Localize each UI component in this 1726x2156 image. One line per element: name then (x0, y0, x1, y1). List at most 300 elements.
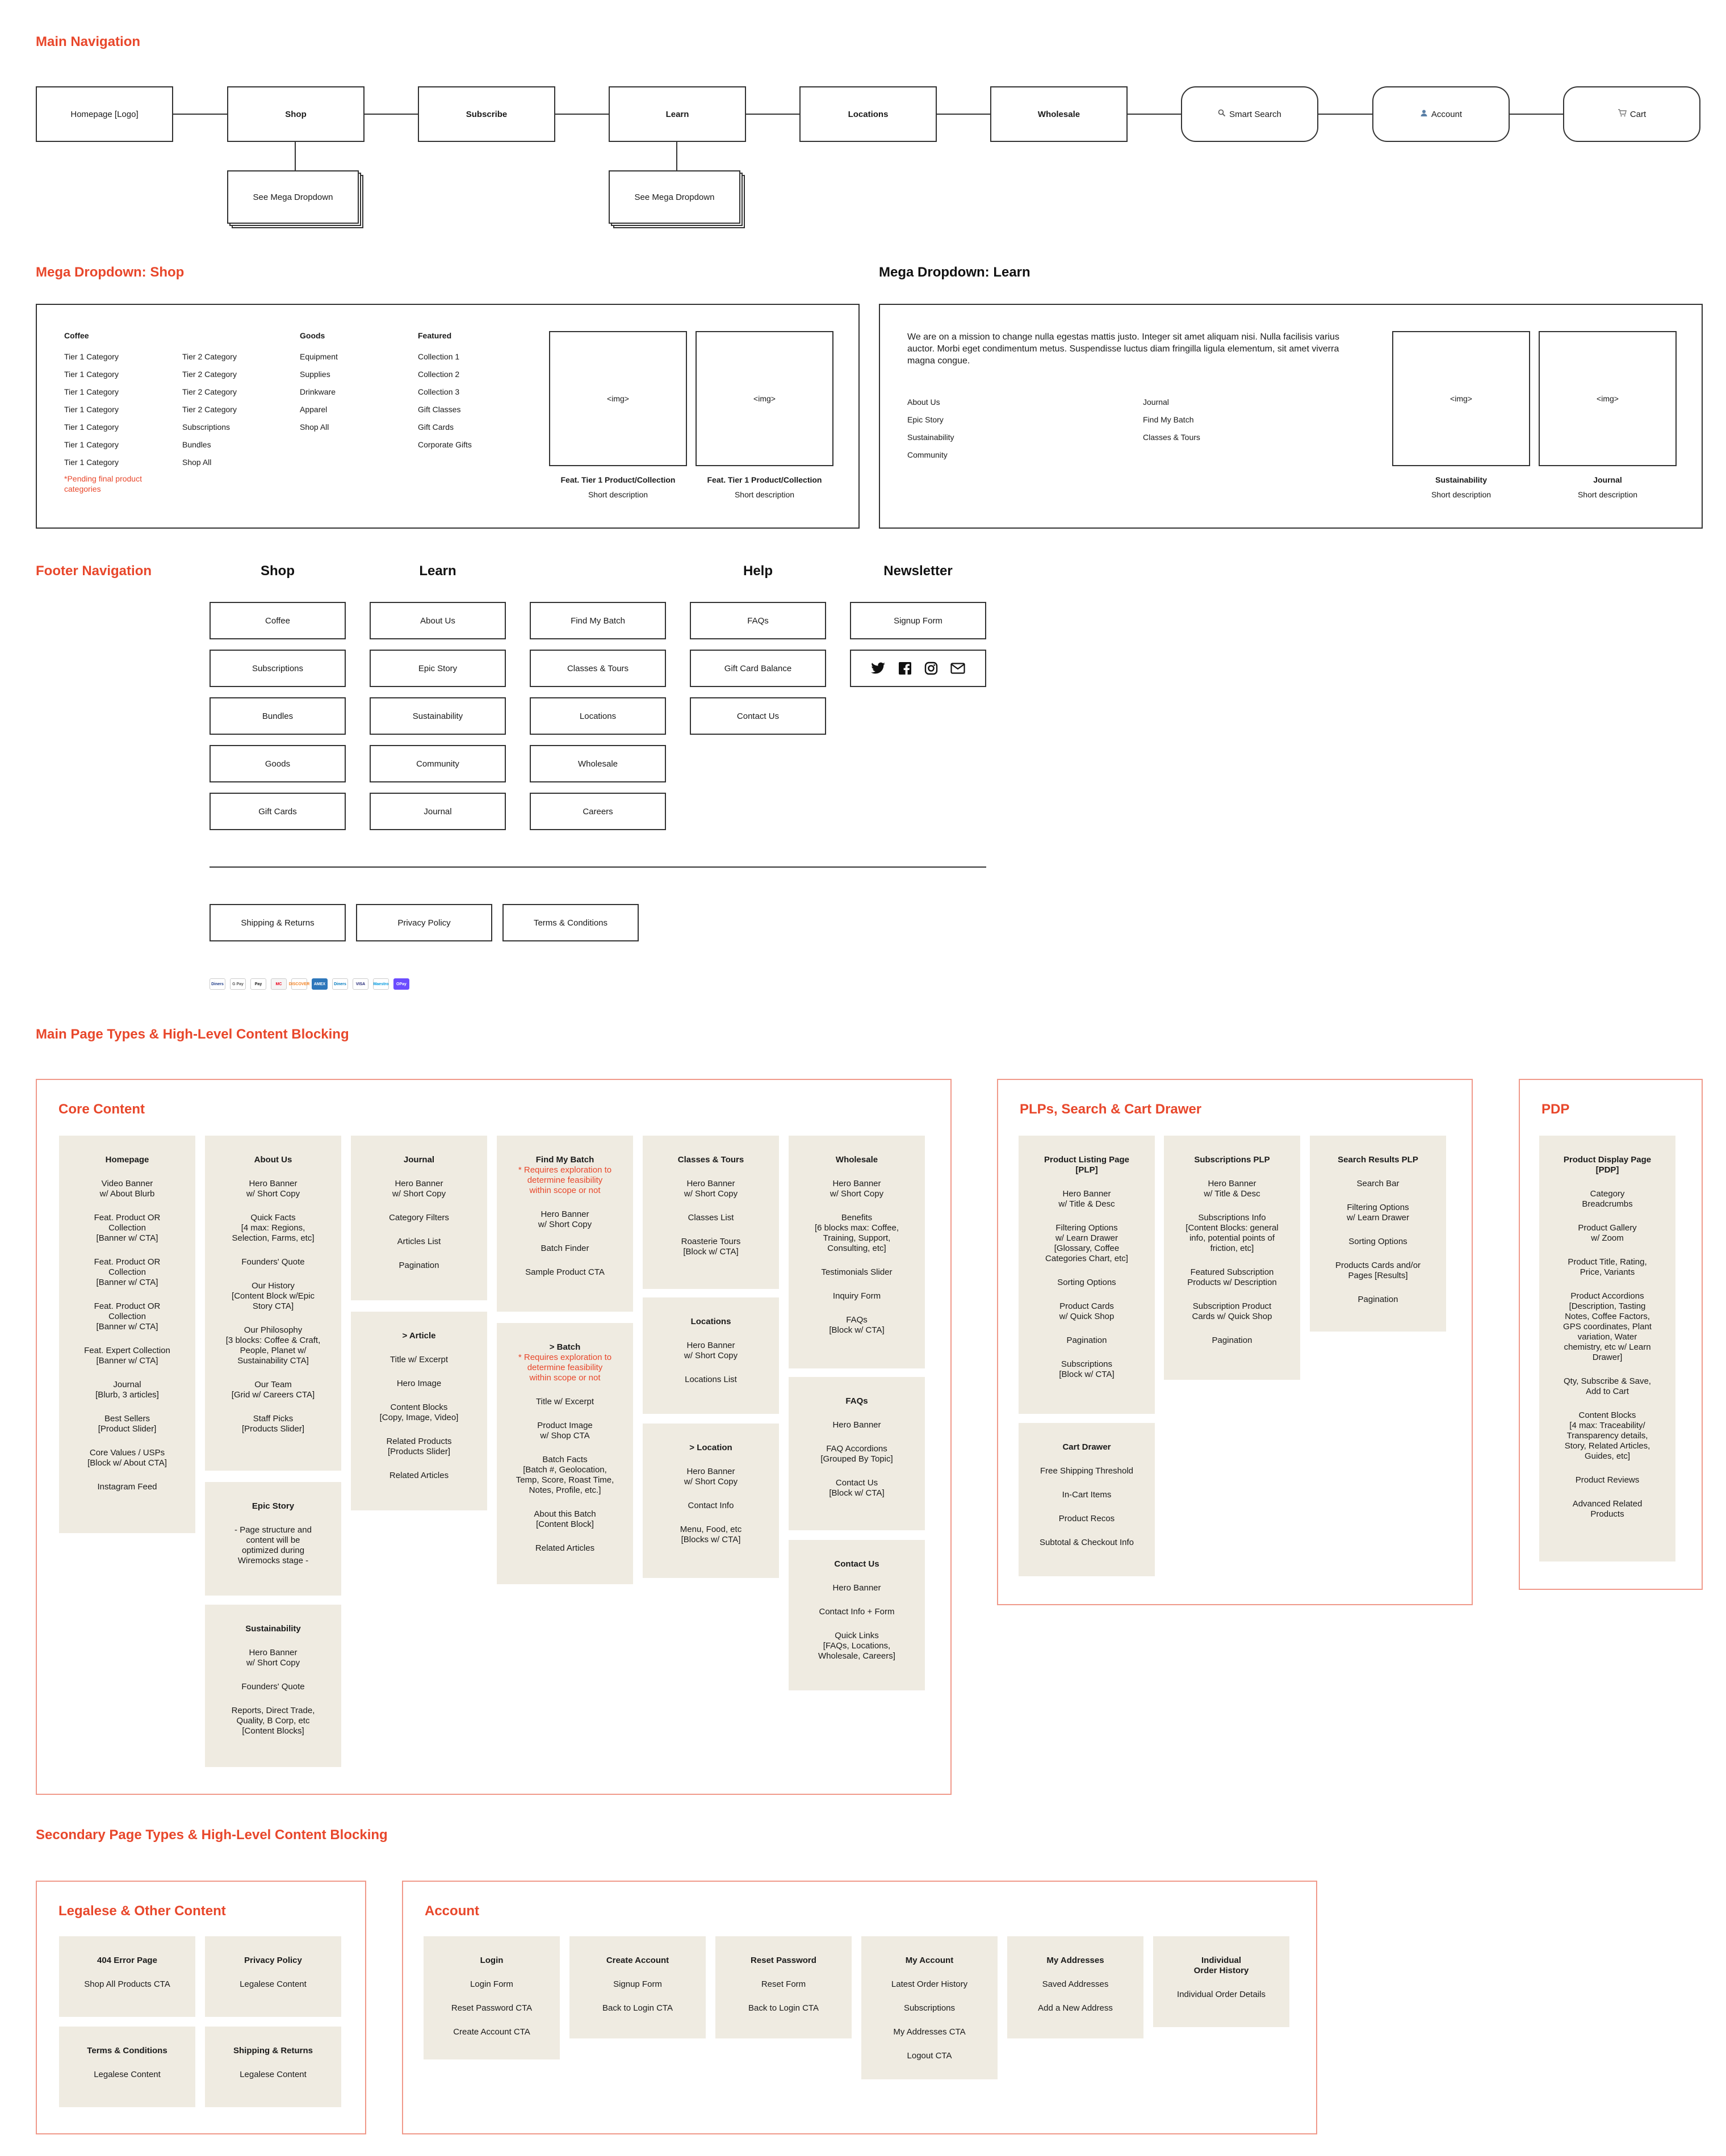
page-card-sustain[interactable] (205, 1605, 341, 1767)
nav-item-cart[interactable] (1563, 86, 1700, 142)
pending-note: *Pending final product categories (64, 474, 142, 493)
menu-link[interactable]: Apparel (300, 405, 328, 414)
menu-link[interactable]: Community (907, 450, 948, 459)
payment-method-icon: VISA (353, 978, 368, 990)
nav-item-learn[interactable] (609, 86, 746, 142)
payment-method-icon: G Pay (230, 978, 246, 990)
content-block: Category Breadcrumbs (1582, 1189, 1633, 1209)
content-block: Pagination (399, 1261, 439, 1270)
menu-link[interactable]: Corporate Gifts (418, 440, 472, 449)
content-block: Classes List (688, 1213, 734, 1223)
email-icon[interactable] (950, 662, 965, 675)
page-card-wholesale[interactable] (789, 1136, 925, 1368)
menu-link[interactable]: About Us (907, 397, 940, 407)
nav-item-label: Smart Search (1229, 109, 1281, 119)
main-nav-heading: Main Navigation (36, 34, 141, 49)
content-block: Staff Picks [Products Slider] (241, 1414, 305, 1434)
content-block: Signup Form (613, 1979, 662, 1989)
content-block: Create Account CTA (453, 2027, 530, 2037)
page-card-contact[interactable] (789, 1540, 925, 1690)
feat-desc: Short description (1431, 490, 1492, 499)
content-block: Subscription Product Cards w/ Quick Shop (1192, 1301, 1272, 1321)
menu-link[interactable]: Supplies (300, 370, 330, 379)
see-mega-dropdown-label: See Mega Dropdown (609, 170, 740, 224)
content-block: Search Bar (1356, 1179, 1400, 1188)
tier2-column (182, 330, 237, 471)
feat-caption (1539, 472, 1677, 502)
page-card-search[interactable] (1310, 1136, 1446, 1332)
content-block: Legalese Content (94, 2070, 161, 2079)
search-icon (1218, 109, 1226, 119)
menu-link[interactable]: Collection 2 (418, 370, 460, 379)
content-block: Reports, Direct Trade, Quality, B Corp, etc [Content Blocks] (231, 1706, 315, 1736)
facebook-icon[interactable] (898, 662, 912, 675)
feat-title: Feat. Tier 1 Product/Collection (707, 475, 822, 484)
page-card-title: Homepage (105, 1155, 149, 1165)
social-links-box (850, 650, 986, 687)
menu-link[interactable]: Tier 2 Category (182, 352, 237, 361)
page-card-title: Shipping & Returns (233, 2046, 313, 2055)
content-block: Hero Banner (832, 1583, 881, 1593)
content-block: Product Cards w/ Quick Shop (1059, 1301, 1115, 1321)
menu-link[interactable]: Tier 1 Category (64, 458, 119, 467)
content-block: Latest Order History (891, 1979, 968, 1989)
feasibility-note: * Requires exploration to determine feasibility within scope or not (518, 1165, 612, 1195)
menu-link[interactable]: Epic Story (907, 415, 944, 424)
feat-image-placeholder[interactable]: <img> (1392, 331, 1530, 466)
content-block: Best Sellers [Product Slider] (98, 1414, 157, 1434)
page-card-location[interactable] (643, 1424, 779, 1578)
content-block: Hero Banner w/ Short Copy (684, 1179, 738, 1199)
content-block: Free Shipping Threshold (1040, 1466, 1133, 1476)
content-block: Hero Banner w/ Short Copy (684, 1467, 738, 1487)
goods-column (300, 330, 338, 436)
page-card-title: Epic Story (252, 1501, 295, 1511)
page-card-title: Individual Order History (1193, 1956, 1249, 1975)
content-block: Video Banner w/ About Blurb (99, 1179, 155, 1199)
page-card-title: Subscriptions PLP (1194, 1155, 1270, 1165)
page-card-shipping[interactable] (205, 2027, 341, 2107)
content-block: Hero Banner w/ Short Copy (246, 1648, 300, 1668)
content-block: My Addresses CTA (893, 2027, 966, 2037)
shop-mega-dropdown-stack[interactable] (227, 170, 363, 227)
content-block: Contact Us [Block w/ CTA] (829, 1478, 885, 1498)
content-block: Feat. Expert Collection [Banner w/ CTA] (84, 1346, 170, 1366)
menu-link[interactable]: Gift Cards (418, 422, 454, 432)
nav-item-homepage-logo[interactable] (36, 86, 173, 142)
content-block: Product Image w/ Shop CTA (537, 1421, 593, 1441)
content-block: Feat. Product OR Collection [Banner w/ CTA] (94, 1257, 161, 1287)
content-block: Roasterie Tours [Block w/ CTA] (681, 1237, 741, 1257)
page-card-title: My Addresses (1046, 1956, 1104, 1965)
feat-title: Journal (1593, 475, 1622, 484)
nav-item-label: Cart (1629, 109, 1647, 119)
content-block: Instagram Feed (97, 1482, 157, 1492)
footer-legal-link[interactable]: Privacy Policy (356, 904, 492, 941)
content-block: Hero Banner w/ Short Copy (830, 1179, 884, 1199)
page-card-homepage[interactable] (59, 1136, 195, 1533)
content-block: Reset Form (761, 1979, 806, 1989)
page-card-article[interactable] (351, 1312, 487, 1510)
page-card-title: Product Display Page [PDP] (1563, 1155, 1652, 1175)
menu-link[interactable]: Tier 1 Category (64, 352, 119, 361)
shop-dropdown-connector (295, 142, 296, 170)
page-card-order[interactable] (1153, 1936, 1289, 2027)
menu-link[interactable]: Tier 1 Category (64, 370, 119, 379)
content-block: Legalese Content (240, 2070, 307, 2079)
content-block: Category Filters (389, 1213, 449, 1223)
footer-nav-heading: Footer Navigation (36, 563, 152, 579)
page-card-create[interactable] (569, 1936, 706, 2038)
learn-links-col2 (1143, 393, 1200, 446)
footer-link[interactable]: Sustainability (370, 697, 506, 735)
content-block: Related Products [Products Slider] (386, 1437, 452, 1456)
page-card-terms[interactable] (59, 2027, 195, 2107)
content-block: Articles List (397, 1237, 441, 1246)
menu-link[interactable]: Drinkware (300, 387, 336, 396)
content-block: Related Articles (535, 1543, 595, 1553)
content-block: Product Title, Rating, Price, Variants (1568, 1257, 1647, 1277)
content-block: Add a New Address (1038, 2003, 1113, 2013)
page-card-title: My Account (905, 1956, 954, 1965)
coffee-column (64, 330, 166, 494)
content-block: Hero Banner w/ Short Copy (392, 1179, 446, 1199)
content-block: Pagination (1212, 1336, 1252, 1345)
page-card-title: Find My Batch (535, 1155, 594, 1165)
menu-link[interactable]: Tier 1 Category (64, 387, 119, 396)
content-block: Quick Facts [4 max: Regions, Selection, Farms, etc] (232, 1213, 315, 1243)
nav-item-label: Wholesale (1037, 109, 1080, 119)
page-card-privacy[interactable] (205, 1936, 341, 2017)
content-block: Shop All Products CTA (84, 1979, 170, 1989)
learn-links-col1 (907, 393, 954, 464)
payment-method-icon: DISCOVER (291, 978, 307, 990)
page-card-title: Sustainability (245, 1624, 301, 1634)
page-card-title: Journal (403, 1155, 435, 1165)
footer-col-title: Help (743, 563, 773, 579)
goods-title: Goods (300, 331, 325, 340)
page-card-title: 404 Error Page (97, 1956, 157, 1965)
content-block: Hero Banner w/ Title & Desc (1058, 1189, 1115, 1209)
footer-link[interactable]: Goods (210, 745, 346, 782)
content-block: Batch Facts [Batch #, Geolocation, Temp, Score, Roast Time, Notes, Profile, etc.] (516, 1455, 614, 1495)
content-block: Hero Banner w/ Short Copy (684, 1341, 738, 1360)
page-card-title: Product Listing Page [PLP] (1044, 1155, 1129, 1175)
page-card-login[interactable] (424, 1936, 560, 2059)
feat-desc: Short description (734, 490, 795, 499)
content-block: Pagination (1358, 1295, 1398, 1304)
page-card-reset[interactable] (715, 1936, 852, 2038)
learn-dropdown-connector (676, 142, 677, 170)
payment-icons-row (210, 978, 409, 990)
menu-link[interactable]: Journal (1143, 397, 1169, 407)
page-card-title: Search Results PLP (1338, 1155, 1418, 1165)
content-block: Saved Addresses (1042, 1979, 1109, 1989)
content-block: Subscriptions (903, 2003, 956, 2013)
content-block: Login Form (470, 1979, 513, 1989)
payment-method-icon: Diners (332, 978, 348, 990)
nav-item-label: Subscribe (466, 109, 508, 119)
menu-link[interactable]: Shop All (182, 458, 212, 467)
page-card-findbatch[interactable] (497, 1136, 633, 1312)
page-card-faqs[interactable] (789, 1377, 925, 1530)
footer-link[interactable]: Community (370, 745, 506, 782)
content-block: Subscriptions Info [Content Blocks: general info, potential points of friction, etc] (1185, 1213, 1279, 1253)
page-card-title: > Location (689, 1443, 732, 1452)
content-block: Title w/ Excerpt (536, 1397, 594, 1406)
featured-column (418, 330, 472, 454)
payment-method-icon: Diners (210, 978, 225, 990)
menu-link[interactable]: Tier 2 Category (182, 405, 237, 414)
content-block: About this Batch [Content Block] (534, 1509, 596, 1529)
nav-item-wholesale[interactable] (990, 86, 1128, 142)
content-block: Individual Order Details (1177, 1990, 1266, 1999)
page-card-e404[interactable] (59, 1936, 195, 2017)
footer-link[interactable]: Signup Form (850, 602, 986, 639)
content-block: Our Philosophy [3 blocks: Coffee & Craft, People, Planet w/ Sustainability CTA] (225, 1325, 321, 1366)
nav-item-smart-search[interactable] (1181, 86, 1318, 142)
page-card-addresses[interactable] (1007, 1936, 1143, 2038)
content-block: Inquiry Form (832, 1291, 881, 1301)
mega-shop-panel (36, 304, 860, 529)
footer-link[interactable]: Gift Cards (210, 793, 346, 830)
page-card-title: Terms & Conditions (87, 2046, 167, 2055)
menu-link[interactable]: Equipment (300, 352, 338, 361)
menu-link[interactable]: Tier 1 Category (64, 422, 119, 432)
content-block: Hero Banner w/ Short Copy (538, 1209, 592, 1229)
content-block: Products Cards and/or Pages [Results] (1335, 1261, 1421, 1280)
menu-link[interactable]: Collection 1 (418, 352, 460, 361)
content-block: Pagination (1066, 1336, 1107, 1345)
page-card-batch[interactable] (497, 1323, 633, 1584)
feat-caption (696, 472, 833, 502)
section-title: Account (425, 1903, 479, 1919)
content-block: Filtering Options w/ Learn Drawer (1346, 1203, 1410, 1223)
content-block: Filtering Options w/ Learn Drawer [Glossary, Coffee Categories Chart, etc] (1045, 1223, 1128, 1263)
feat-title: Feat. Tier 1 Product/Collection (560, 475, 676, 484)
footer-link[interactable]: Locations (530, 697, 666, 735)
menu-link[interactable]: Collection 3 (418, 387, 460, 396)
cart-icon (1618, 109, 1627, 119)
content-block: FAQ Accordions [Grouped By Topic] (820, 1444, 893, 1464)
secondary-pages-heading: Secondary Page Types & High-Level Content Blocking (36, 1827, 388, 1843)
footer-link[interactable]: Find My Batch (530, 602, 666, 639)
page-card-title: Classes & Tours (677, 1155, 744, 1165)
payment-method-icon: MC (271, 978, 287, 990)
mega-shop-heading: Mega Dropdown: Shop (36, 265, 185, 280)
page-card-subplp[interactable] (1164, 1136, 1300, 1380)
content-block: Testimonials Slider (821, 1267, 893, 1277)
user-icon (1420, 109, 1428, 119)
page-card-title: Reset Password (751, 1956, 816, 1965)
feat-desc: Short description (1577, 490, 1638, 499)
footer-col-title: Newsletter (883, 563, 953, 579)
footer-col-title: Shop (261, 563, 295, 579)
content-block: Founders' Quote (241, 1682, 305, 1692)
content-block: Locations List (685, 1375, 737, 1384)
page-card-title: Contact Us (834, 1559, 879, 1569)
content-block: - Page structure and content will be optimized during Wiremocks stage - (234, 1525, 312, 1565)
nav-item-locations[interactable] (799, 86, 937, 142)
page-card-title: Privacy Policy (244, 1956, 302, 1965)
page-card-myaccount[interactable] (861, 1936, 998, 2079)
footer-link[interactable]: About Us (370, 602, 506, 639)
footer-legal-link[interactable]: Terms & Conditions (502, 904, 639, 941)
page-card-about[interactable] (205, 1136, 341, 1471)
content-block: Featured Subscription Products w/ Description (1187, 1267, 1277, 1287)
content-block: Hero Banner w/ Short Copy (246, 1179, 300, 1199)
content-block: Core Values / USPs [Block w/ About CTA] (87, 1448, 167, 1468)
menu-link[interactable]: Bundles (182, 440, 211, 449)
footer-link[interactable]: Coffee (210, 602, 346, 639)
content-block: Reset Password CTA (451, 2003, 533, 2013)
content-block: Related Articles (389, 1471, 449, 1480)
coffee-title: Coffee (64, 331, 89, 340)
menu-link[interactable]: Tier 1 Category (64, 405, 119, 414)
footer-link[interactable]: Classes & Tours (530, 650, 666, 687)
content-block: Contact Info (688, 1501, 734, 1510)
feasibility-note: * Requires exploration to determine feasibility within scope or not (518, 1353, 612, 1383)
page-card-title: FAQs (845, 1396, 868, 1406)
feat-caption (1392, 472, 1530, 502)
menu-link[interactable]: Sustainability (907, 433, 954, 442)
page-card-title: > Batch (549, 1342, 581, 1352)
section-title: PLPs, Search & Cart Drawer (1020, 1102, 1202, 1117)
payment-method-icon: Maestro (373, 978, 389, 990)
page-card-title: Create Account (606, 1956, 669, 1965)
section-title: Core Content (58, 1102, 145, 1117)
feat-image-placeholder[interactable]: <img> (549, 331, 687, 466)
page-card-title: Login (480, 1956, 504, 1965)
nav-item-label: Homepage [Logo] (70, 109, 139, 119)
content-block: Subscriptions [Block w/ CTA] (1059, 1359, 1115, 1379)
page-card-title: > Article (402, 1331, 436, 1341)
footer-link[interactable]: Bundles (210, 697, 346, 735)
section-title: PDP (1541, 1102, 1570, 1117)
content-block: Sample Product CTA (525, 1267, 605, 1277)
main-pages-heading: Main Page Types & High-Level Content Blocking (36, 1027, 349, 1042)
page-card-title: Cart Drawer (1062, 1442, 1111, 1452)
nav-item-label: Learn (665, 109, 689, 119)
content-block: Founders' Quote (241, 1257, 305, 1267)
content-block: Our Team [Grid w/ Careers CTA] (231, 1380, 315, 1400)
nav-item-label: Account (1431, 109, 1463, 119)
footer-link[interactable]: Wholesale (530, 745, 666, 782)
learn-mega-dropdown-stack[interactable] (609, 170, 745, 227)
content-block: Hero Image (396, 1379, 442, 1388)
nav-item-shop[interactable] (227, 86, 365, 142)
menu-link[interactable]: Tier 2 Category (182, 387, 237, 396)
feat-caption (549, 472, 687, 502)
feat-desc: Short description (588, 490, 648, 499)
menu-link[interactable]: Tier 2 Category (182, 370, 237, 379)
twitter-icon[interactable] (871, 662, 886, 675)
footer-link[interactable]: Careers (530, 793, 666, 830)
content-block: Quick Links [FAQs, Locations, Wholesale, Careers] (818, 1631, 895, 1661)
content-block: Legalese Content (240, 1979, 307, 1989)
content-block: Product Accordions [Description, Tasting Notes, Coffee Factors, GPS coordinates, Plant variation, Water chemistry, etc w/ Learn Drawer] (1563, 1291, 1652, 1362)
page-card-title: Locations (690, 1317, 731, 1326)
mega-learn-panel (879, 304, 1703, 529)
feat-title: Sustainability (1435, 475, 1488, 484)
footer-link[interactable]: Epic Story (370, 650, 506, 687)
footer-link[interactable]: Gift Card Balance (690, 650, 826, 687)
menu-link[interactable]: Tier 1 Category (64, 440, 119, 449)
content-block: Hero Banner w/ Title & Desc (1204, 1179, 1260, 1199)
content-block: Contact Info + Form (819, 1607, 895, 1617)
content-block: Subtotal & Checkout Info (1040, 1538, 1134, 1547)
menu-link[interactable]: Classes & Tours (1143, 433, 1200, 442)
menu-link[interactable]: Gift Classes (418, 405, 461, 414)
payment-method-icon: OPay (393, 978, 409, 990)
feat-image-placeholder[interactable]: <img> (696, 331, 833, 466)
nav-item-account[interactable] (1372, 86, 1510, 142)
page-card-journal[interactable] (351, 1136, 487, 1300)
menu-link[interactable]: Find My Batch (1143, 415, 1194, 424)
content-block: Journal [Blurb, 3 articles] (95, 1380, 159, 1400)
page-card-cart[interactable] (1019, 1423, 1155, 1576)
content-block: Product Gallery w/ Zoom (1578, 1223, 1637, 1243)
content-block: Content Blocks [Copy, Image, Video] (379, 1403, 459, 1422)
content-block: Advanced Related Products (1572, 1499, 1643, 1519)
content-block: Our History [Content Block w/Epic Story CTA] (232, 1281, 315, 1311)
content-block: Sorting Options (1348, 1237, 1407, 1246)
learn-blurb: We are on a mission to change nulla egestas mattis justo. Integer sit amet aliquam nisi. Nulla facilisis varius auctor. Morbi eget condimentum metus. Suspendisse luctus diam fringilla ligula elementum, sit amet viverra magna congue. (907, 332, 1339, 366)
page-card-pdp[interactable] (1539, 1136, 1675, 1561)
instagram-icon[interactable] (924, 662, 938, 675)
section-title: Legalese & Other Content (58, 1903, 226, 1919)
content-block: Feat. Product OR Collection [Banner w/ CTA] (94, 1213, 161, 1243)
content-block: Batch Finder (541, 1244, 589, 1253)
nav-item-label: Shop (285, 109, 307, 119)
see-mega-dropdown-label: See Mega Dropdown (227, 170, 359, 224)
nav-item-label: Locations (848, 109, 889, 119)
featured-title: Featured (418, 331, 452, 340)
content-block: Benefits [6 blocks max: Coffee, Training, Support, Consulting, etc] (814, 1213, 899, 1253)
content-block: Menu, Food, etc [Blocks w/ CTA] (680, 1525, 742, 1544)
content-block: Hero Banner (832, 1420, 881, 1430)
menu-link[interactable]: Shop All (300, 422, 329, 432)
content-block: Feat. Product OR Collection [Banner w/ CTA] (94, 1301, 161, 1332)
content-block: Qty, Subscribe & Save, Add to Cart (1564, 1376, 1651, 1396)
footer-col-title: Learn (419, 563, 456, 579)
content-block: Back to Login CTA (602, 2003, 673, 2013)
content-block: Content Blocks [4 max: Traceability/ Transparency details, Story, Related Articles, Guides, etc] (1564, 1410, 1650, 1461)
payment-method-icon: AMEX (312, 978, 328, 990)
content-block: Product Reviews (1575, 1475, 1640, 1485)
footer-divider (210, 866, 986, 868)
footer-legal-link[interactable]: Shipping & Returns (210, 904, 346, 941)
page-card-plp[interactable] (1019, 1136, 1155, 1414)
page-card-title: About Us (254, 1155, 292, 1165)
feat-image-placeholder[interactable]: <img> (1539, 331, 1677, 466)
page-card-classes[interactable] (643, 1136, 779, 1289)
content-block: Back to Login CTA (748, 2003, 819, 2013)
page-card-epic[interactable] (205, 1482, 341, 1596)
page-card-locations[interactable] (643, 1297, 779, 1414)
footer-link[interactable]: FAQs (690, 602, 826, 639)
footer-link[interactable]: Contact Us (690, 697, 826, 735)
nav-item-subscribe[interactable] (418, 86, 555, 142)
content-block: In-Cart Items (1062, 1490, 1112, 1500)
footer-link[interactable]: Journal (370, 793, 506, 830)
content-block: Title w/ Excerpt (390, 1355, 448, 1364)
content-block: Sorting Options (1057, 1278, 1116, 1287)
menu-link[interactable]: Subscriptions (182, 422, 231, 432)
content-block: FAQs [Block w/ CTA] (829, 1315, 885, 1335)
footer-link[interactable]: Subscriptions (210, 650, 346, 687)
content-block: Logout CTA (907, 2051, 952, 2061)
